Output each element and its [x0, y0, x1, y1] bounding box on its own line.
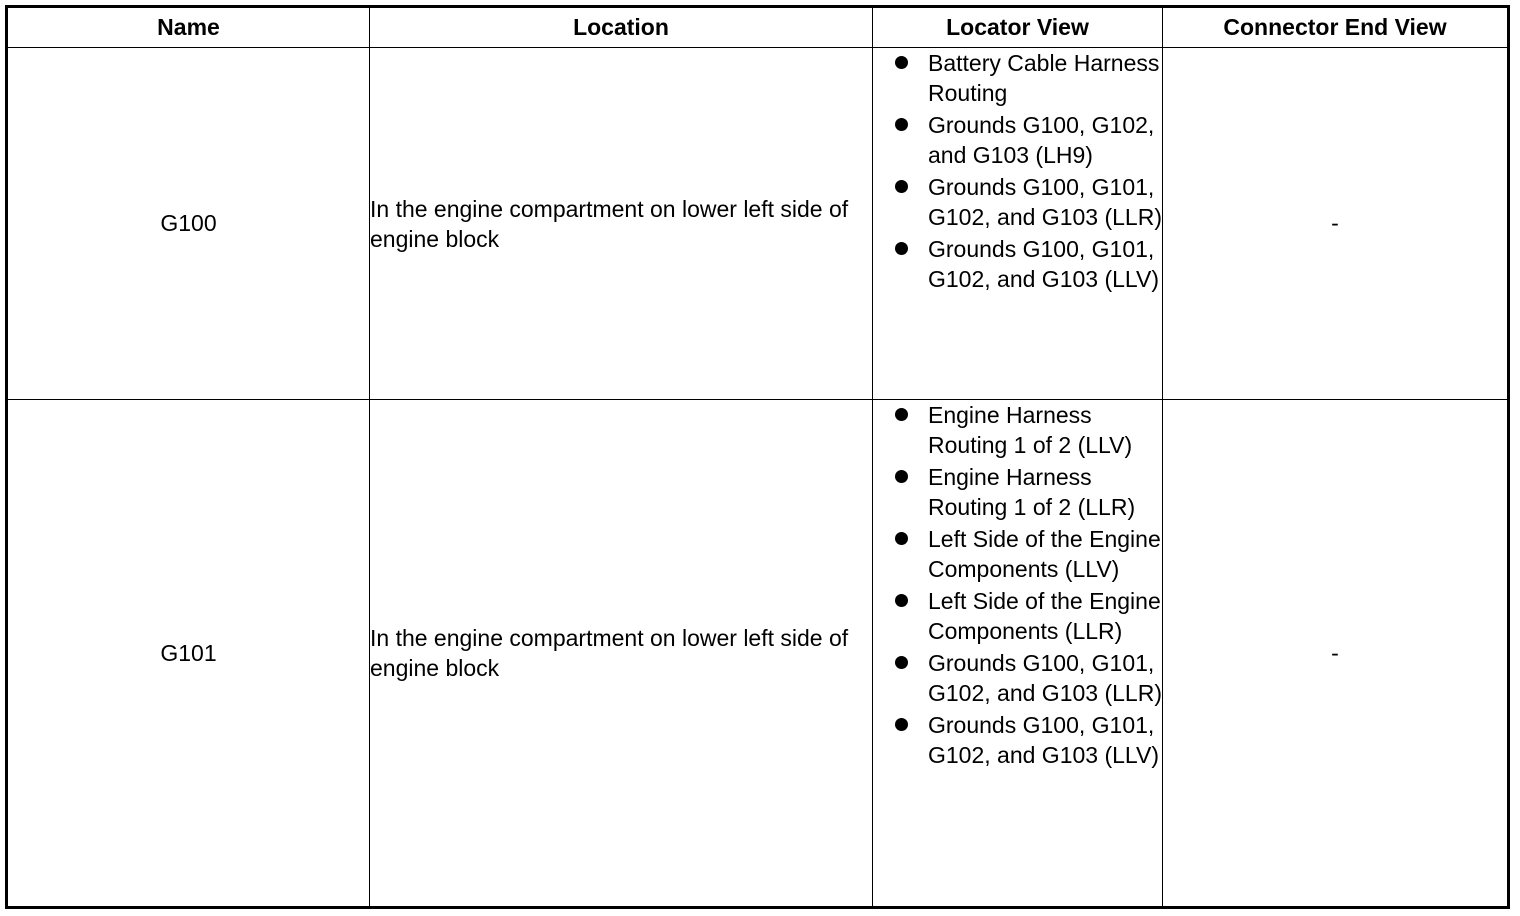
locator-view-text: Engine Harness Routing 1 of 2 (LLR): [928, 464, 1136, 520]
location-cell: In the engine compartment on lower left side of engine block: [370, 48, 873, 400]
locator-view-cell: [873, 400, 1163, 908]
locator-view-text: Grounds G100, G102, and G103 (LH9): [928, 112, 1155, 168]
bullet-icon: [895, 532, 908, 545]
connector-end-view-cell: -: [1163, 48, 1509, 400]
header-name: Name: [7, 7, 370, 48]
locator-view-item: [873, 400, 1162, 460]
locator-view-text: Grounds G100, G101, G102, and G103 (LLV): [928, 236, 1159, 292]
locator-view-item: [873, 172, 1162, 232]
table-row: [7, 48, 1509, 400]
bullet-icon: [895, 656, 908, 669]
bullet-icon: [895, 180, 908, 193]
bullet-icon: [895, 56, 908, 69]
bullet-icon: [895, 118, 908, 131]
locator-view-text: Grounds G100, G101, G102, and G103 (LLR): [928, 174, 1162, 230]
locator-view-text: Grounds G100, G101, G102, and G103 (LLV): [928, 712, 1159, 768]
locator-view-list: [873, 400, 1162, 770]
name-cell: G101: [7, 400, 370, 908]
locator-view-item: [873, 48, 1162, 108]
name-cell: G100: [7, 48, 370, 400]
bullet-icon: [895, 594, 908, 607]
header-location: Location: [370, 7, 873, 48]
ground-locator-table: [5, 5, 1510, 909]
table-header-row: [7, 7, 1509, 48]
table-row: [7, 400, 1509, 908]
header-connector-end-view: Connector End View: [1163, 7, 1509, 48]
connector-end-view-cell: -: [1163, 400, 1509, 908]
locator-view-item: [873, 710, 1162, 770]
locator-view-text: Grounds G100, G101, G102, and G103 (LLR): [928, 650, 1162, 706]
bullet-icon: [895, 470, 908, 483]
locator-view-item: [873, 524, 1162, 584]
bullet-icon: [895, 242, 908, 255]
header-locator-view: Locator View: [873, 7, 1163, 48]
locator-view-list: [873, 48, 1162, 294]
locator-view-item: [873, 234, 1162, 294]
locator-view-text: Engine Harness Routing 1 of 2 (LLV): [928, 402, 1133, 458]
location-cell: In the engine compartment on lower left side of engine block: [370, 400, 873, 908]
locator-view-text: Left Side of the Engine Components (LLR): [928, 588, 1161, 644]
locator-view-cell: [873, 48, 1163, 400]
locator-view-item: [873, 462, 1162, 522]
bullet-icon: [895, 408, 908, 421]
locator-view-item: [873, 586, 1162, 646]
locator-view-item: [873, 648, 1162, 708]
locator-view-text: Left Side of the Engine Components (LLV): [928, 526, 1161, 582]
locator-view-text: Battery Cable Harness Routing: [928, 50, 1160, 106]
bullet-icon: [895, 718, 908, 731]
locator-view-item: [873, 110, 1162, 170]
